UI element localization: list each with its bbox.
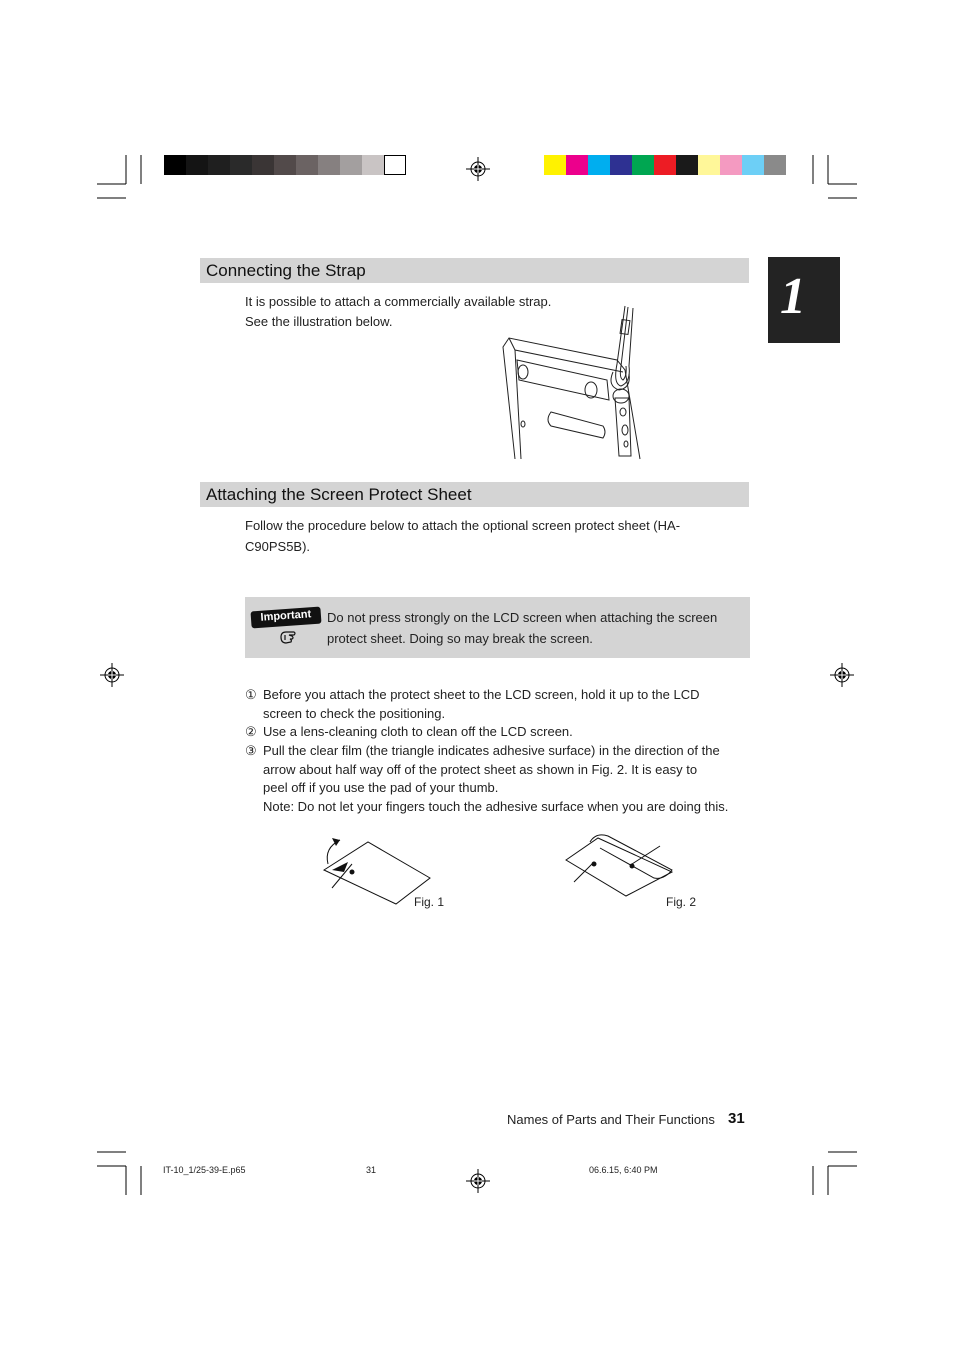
step-number: ② [245,724,257,739]
slug-page: 31 [366,1165,377,1175]
step-line: Note: Do not let your fingers touch the adhesive surface when you are doing this. [263,798,729,814]
step-line: Before you attach the protect sheet to the LCD screen, hold it up to the LCD [263,687,700,702]
figure-2-label: Fig. 2 [666,895,697,909]
important-text-line-1: Do not press strongly on the LCD screen when attaching the screen [327,610,718,625]
protect-text-line-2: C90PS5B). [245,539,311,554]
registration-mark-icon [830,663,854,687]
figure-2-illustration [560,830,680,902]
slug-timestamp: 06.6.15, 6:40 PM [589,1165,658,1175]
figure-1-label: Fig. 1 [414,895,445,909]
step-number: ① [245,687,257,702]
footer-chapter-title: Names of Parts and Their Functions [507,1112,715,1127]
protect-text-line-1: Follow the procedure below to attach the optional screen protect sheet (HA- [245,518,681,533]
step-2 [245,723,750,742]
section-heading-strap [200,258,749,283]
step-number: ③ [245,743,257,758]
step-line: arrow about half way off of the protect sheet as shown in Fig. 2. It is easy to [263,761,698,777]
registration-mark-icon [466,1169,490,1193]
important-text-line-2: protect sheet. Doing so may break the screen. [327,631,593,646]
section-heading-protect [200,482,749,507]
section-heading-text: Attaching the Screen Protect Sheet [206,485,472,504]
important-badge-label: Important [260,608,312,624]
chapter-number: 1 [780,268,806,325]
step-1 [245,686,750,724]
step-line: peel off if you use the pad of your thumb. [263,780,499,795]
strap-text-line-1: It is possible to attach a commercially available strap. [245,294,552,309]
step-line: screen to check the positioning. [263,705,446,721]
registration-mark-icon [466,157,490,181]
step-line: Use a lens-cleaning cloth to clean off the LCD screen. [263,724,573,739]
page-number: 31 [728,1110,745,1127]
important-text [327,607,745,649]
step-3 [245,742,750,818]
step-line: Pull the clear film (the triangle indicates adhesive surface) in the direction of the [263,743,720,758]
strap-illustration [495,302,655,464]
section-heading-text: Connecting the Strap [206,261,366,280]
registration-mark-icon [100,663,124,687]
strap-text-line-2: See the illustration below. [245,314,393,329]
chapter-tab [768,257,840,343]
slug-filename: IT-10_1/25-39-E.p65 [163,1165,246,1175]
pointing-hand-icon [279,628,299,646]
important-badge [250,607,321,629]
important-callout [245,597,750,658]
